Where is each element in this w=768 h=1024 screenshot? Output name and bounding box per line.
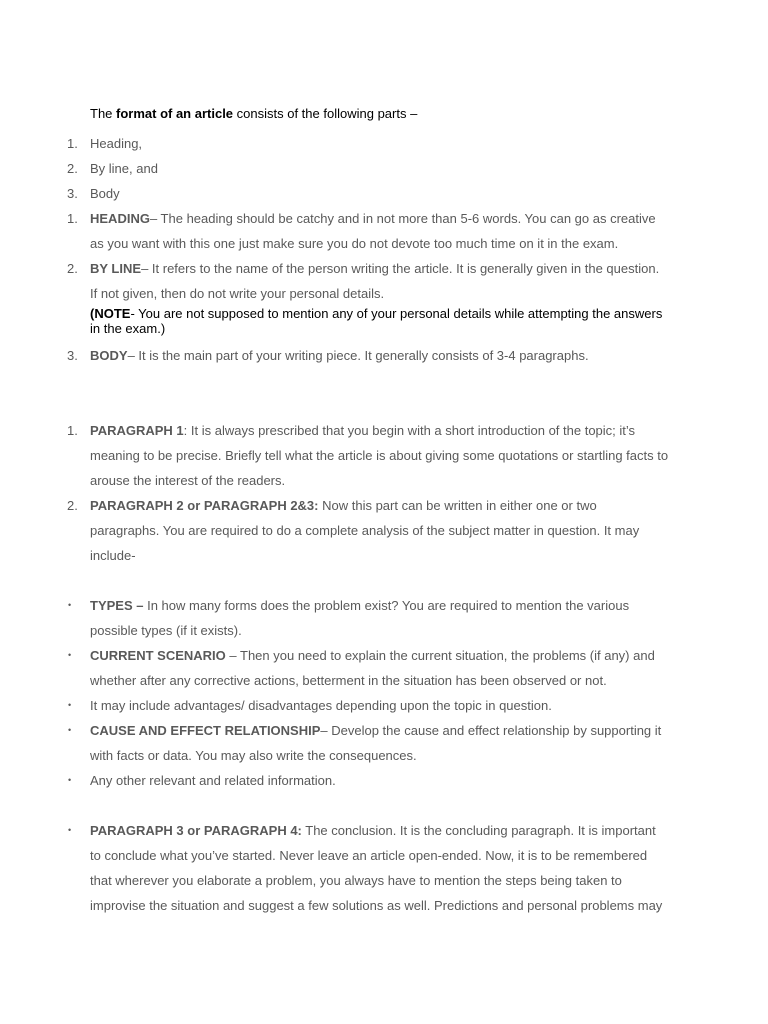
list-number: 2. [67,498,78,513]
spacer [0,793,708,818]
bullet-item [0,693,708,718]
conclusion-item [0,818,708,918]
spacer [0,368,708,418]
bullet-text: possible types (if it exists). [90,623,242,638]
note-block [0,306,708,336]
intro-post: consists of the following parts – [233,106,418,121]
section-label: BY LINE [90,261,142,276]
note-text: in the exam.) [90,321,166,336]
paragraph-item [0,493,708,568]
part-text: Heading, [90,136,143,151]
part-text: Body [90,186,120,201]
list-number: 3. [67,186,78,201]
list-number: 2. [67,161,78,176]
intro-bold: format of an article [116,106,234,121]
bullet-item [0,718,708,768]
bullet-marker: • [68,600,72,610]
paragraph-text: Now this part can be written in either one or two [318,498,597,513]
paragraph-item [0,418,708,493]
paragraph-text: : It is always prescribed that you begin with a short introduction of the topic; it’s [183,423,636,438]
spacer [0,568,708,593]
section-text: – It is the main part of your writing piece. It generally consists of 3-4 paragraphs. [127,348,589,363]
list-number: 1. [67,211,78,226]
bullet-text: whether after any corrective actions, betterment in the situation has been observed or not. [90,673,607,688]
bullet-marker: • [68,825,72,835]
bullet-label: TYPES – [90,598,144,613]
paragraph-text: meaning to be precise. Briefly tell what the article is about giving some quotations or startling facts to [90,448,669,463]
paragraph-label: PARAGRAPH 2 or PARAGRAPH 2&3: [90,498,319,513]
part-text: By line, and [90,161,158,176]
note-text: - You are not supposed to mention any of your personal details while attempting the answers [130,306,663,321]
section-heading [0,206,708,256]
bullet-item [0,593,708,643]
section-text: as you want with this one just make sure you do not devote too much time on it in the exam. [90,236,619,251]
paragraph-text: paragraphs. You are required to do a complete analysis of the subject matter in question. It may [90,523,640,538]
conclusion-text: to conclude what you’ve started. Never leave an article open-ended. Now, it is to be remembered [90,848,648,863]
bullet-text: – Then you need to explain the current situation, the problems (if any) and [225,648,655,663]
conclusion-text: that wherever you elaborate a problem, you always have to mention the steps being taken to [90,873,622,888]
list-number: 3. [67,348,78,363]
bullet-text: Any other relevant and related information. [90,773,336,788]
part-item [0,156,708,181]
list-number: 1. [67,423,78,438]
section-label: BODY [90,348,128,363]
bullet-text: with facts or data. You may also write the consequences. [90,748,417,763]
bullet-marker: • [68,700,72,710]
conclusion-text: The conclusion. It is the concluding paragraph. It is important [301,823,656,838]
section-text: If not given, then do not write your personal details. [90,286,385,301]
bullet-text: In how many forms does the problem exist? You are required to mention the various [143,598,630,613]
section-byline [0,256,708,306]
bullet-marker: • [68,775,72,785]
bullet-item [0,768,708,793]
bullet-marker: • [68,725,72,735]
bullet-marker: • [68,650,72,660]
conclusion-text: improvise the situation and suggest a few solutions as well. Predictions and personal problems may [90,898,663,913]
bullet-label: CAUSE AND EFFECT RELATIONSHIP [90,723,321,738]
bullet-item [0,643,708,693]
bullet-label: CURRENT SCENARIO [90,648,226,663]
section-body [0,343,708,368]
intro-pre: The [90,106,117,121]
section-label: HEADING [90,211,150,226]
note-label: (NOTE [90,306,131,321]
part-item [0,181,708,206]
conclusion-label: PARAGRAPH 3 or PARAGRAPH 4: [90,823,302,838]
paragraph-text: arouse the interest of the readers. [90,473,286,488]
section-text: – It refers to the name of the person writing the article. It is generally given in the question. [141,261,660,276]
list-number: 2. [67,261,78,276]
paragraph-label: PARAGRAPH 1 [90,423,184,438]
bullet-text: It may include advantages/ disadvantages depending upon the topic in question. [90,698,552,713]
part-item [0,131,708,156]
intro-line [0,106,708,121]
section-text: – The heading should be catchy and in not more than 5-6 words. You can go as creative [149,211,656,226]
list-number: 1. [67,136,78,151]
paragraph-text: include- [90,548,136,563]
bullet-text: – Develop the cause and effect relationship by supporting it [320,723,662,738]
